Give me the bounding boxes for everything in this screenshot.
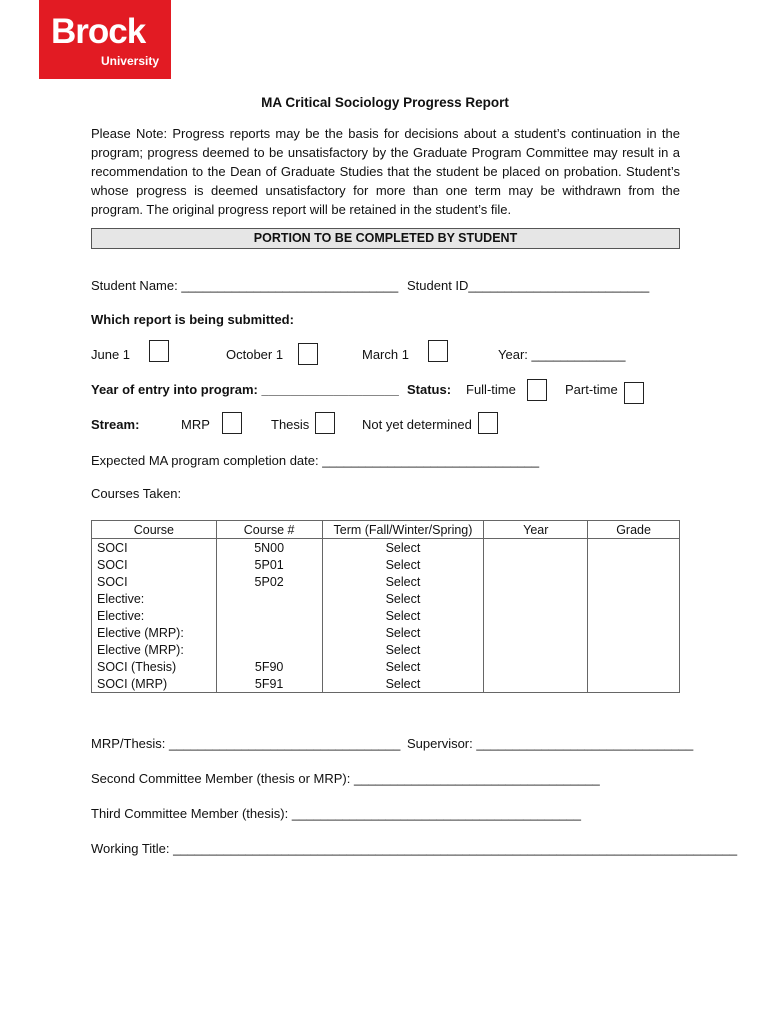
june-label: June 1	[91, 347, 131, 362]
grade-cell[interactable]	[588, 641, 680, 658]
term-select[interactable]: Select	[322, 573, 484, 590]
year-of-entry-field[interactable]: Year of entry into program: ___________________	[91, 382, 399, 397]
courses-header-row	[92, 521, 680, 539]
student-section-banner: PORTION TO BE COMPLETED BY STUDENT	[91, 228, 680, 249]
grade-cell[interactable]	[588, 624, 680, 641]
course-number-cell[interactable]	[216, 624, 322, 641]
course-number-cell[interactable]	[216, 590, 322, 607]
mrp-label: MRP	[181, 417, 210, 432]
header-course: Course	[92, 521, 217, 539]
undetermined-checkbox[interactable]	[478, 412, 498, 434]
header-term: Term (Fall/Winter/Spring)	[322, 521, 484, 539]
logo-subtitle: University	[100, 54, 159, 68]
grade-cell[interactable]	[588, 573, 680, 590]
page-title: MA Critical Sociology Progress Report	[261, 95, 509, 110]
header-course-number: Course #	[216, 521, 322, 539]
course-number-cell: 5P01	[216, 556, 322, 573]
table-row	[92, 675, 680, 693]
year-cell[interactable]	[484, 675, 588, 693]
october-label: October 1	[226, 347, 284, 362]
year-cell[interactable]	[484, 624, 588, 641]
table-row	[92, 624, 680, 641]
course-number-cell[interactable]	[216, 607, 322, 624]
course-number-cell: 5N00	[216, 539, 322, 557]
course-cell: SOCI (Thesis)	[92, 658, 217, 675]
grade-cell[interactable]	[588, 607, 680, 624]
year-cell[interactable]	[484, 556, 588, 573]
grade-cell[interactable]	[588, 590, 680, 607]
term-select[interactable]: Select	[322, 624, 484, 641]
course-cell: SOCI	[92, 539, 217, 557]
student-id-field[interactable]: Student ID_________________________	[407, 278, 650, 293]
logo-wordmark: Brock	[51, 12, 146, 51]
second-committee-member-field[interactable]: Second Committee Member (thesis or MRP): __________________________________	[91, 771, 600, 786]
undetermined-label: Not yet determined	[362, 417, 472, 432]
course-cell: Elective:	[92, 590, 217, 607]
course-cell: SOCI	[92, 573, 217, 590]
course-number-cell: 5P02	[216, 573, 322, 590]
october-checkbox[interactable]	[298, 343, 318, 365]
year-cell[interactable]	[484, 607, 588, 624]
year-cell[interactable]	[484, 658, 588, 675]
table-row	[92, 641, 680, 658]
grade-cell[interactable]	[588, 675, 680, 693]
courses-table	[91, 520, 680, 693]
table-row	[92, 573, 680, 590]
mrp-checkbox[interactable]	[222, 412, 242, 434]
thesis-label: Thesis	[271, 417, 310, 432]
thesis-checkbox[interactable]	[315, 412, 335, 434]
course-cell: Elective:	[92, 607, 217, 624]
term-select[interactable]: Select	[322, 607, 484, 624]
course-cell: Elective (MRP):	[92, 624, 217, 641]
header-grade: Grade	[588, 521, 680, 539]
course-number-cell: 5F90	[216, 658, 322, 675]
term-select[interactable]: Select	[322, 556, 484, 573]
march-label: March 1	[362, 347, 409, 362]
completion-date-field[interactable]: Expected MA program completion date: ______________________________	[91, 453, 540, 468]
year-field[interactable]: Year: _____________	[498, 347, 626, 362]
course-cell: SOCI	[92, 556, 217, 573]
table-row	[92, 590, 680, 607]
table-row	[92, 658, 680, 675]
table-row	[92, 607, 680, 624]
supervisor-field[interactable]: Supervisor: ______________________________	[407, 736, 694, 751]
table-row	[92, 556, 680, 573]
parttime-checkbox[interactable]	[624, 382, 644, 404]
third-committee-member-field[interactable]: Third Committee Member (thesis): ________________________________________	[91, 806, 582, 821]
working-title-field[interactable]: Working Title: ______________________________________________________________________________	[91, 841, 738, 856]
year-cell[interactable]	[484, 539, 588, 557]
march-checkbox[interactable]	[428, 340, 448, 362]
student-name-field[interactable]: Student Name: ______________________________	[91, 278, 399, 293]
brock-university-logo	[39, 0, 171, 79]
year-cell[interactable]	[484, 573, 588, 590]
term-select[interactable]: Select	[322, 590, 484, 607]
course-number-cell[interactable]	[216, 641, 322, 658]
grade-cell[interactable]	[588, 658, 680, 675]
table-row	[92, 539, 680, 557]
grade-cell[interactable]	[588, 539, 680, 557]
term-select[interactable]: Select	[322, 658, 484, 675]
course-number-cell: 5F91	[216, 675, 322, 693]
status-label: Status:	[407, 382, 452, 397]
please-note-paragraph: Please Note: Progress reports may be the basis for decisions about a student’s continuation in the program; progress deemed to be unsatisfactory by the Graduate Program Committee may result in a recommendation to the Dean of Graduate Studies that the student be placed on probation. Student’s whose progress is deemed unsatisfactory for more than one term may be withdrawn from the program. The original progress report will be retained in the student’s file.	[91, 126, 680, 217]
term-select[interactable]: Select	[322, 675, 484, 693]
fulltime-checkbox[interactable]	[527, 379, 547, 401]
which-report-label: Which report is being submitted:	[91, 312, 294, 327]
course-cell: Elective (MRP):	[92, 641, 217, 658]
header-year: Year	[484, 521, 588, 539]
stream-label: Stream:	[91, 417, 140, 432]
term-select[interactable]: Select	[322, 641, 484, 658]
year-cell[interactable]	[484, 641, 588, 658]
term-select[interactable]: Select	[322, 539, 484, 557]
parttime-label: Part-time	[565, 382, 618, 397]
year-cell[interactable]	[484, 590, 588, 607]
mrp-thesis-field[interactable]: MRP/Thesis: ________________________________	[91, 736, 401, 751]
course-cell: SOCI (MRP)	[92, 675, 217, 693]
grade-cell[interactable]	[588, 556, 680, 573]
courses-taken-label: Courses Taken:	[91, 486, 182, 501]
june-checkbox[interactable]	[149, 340, 169, 362]
fulltime-label: Full-time	[466, 382, 516, 397]
